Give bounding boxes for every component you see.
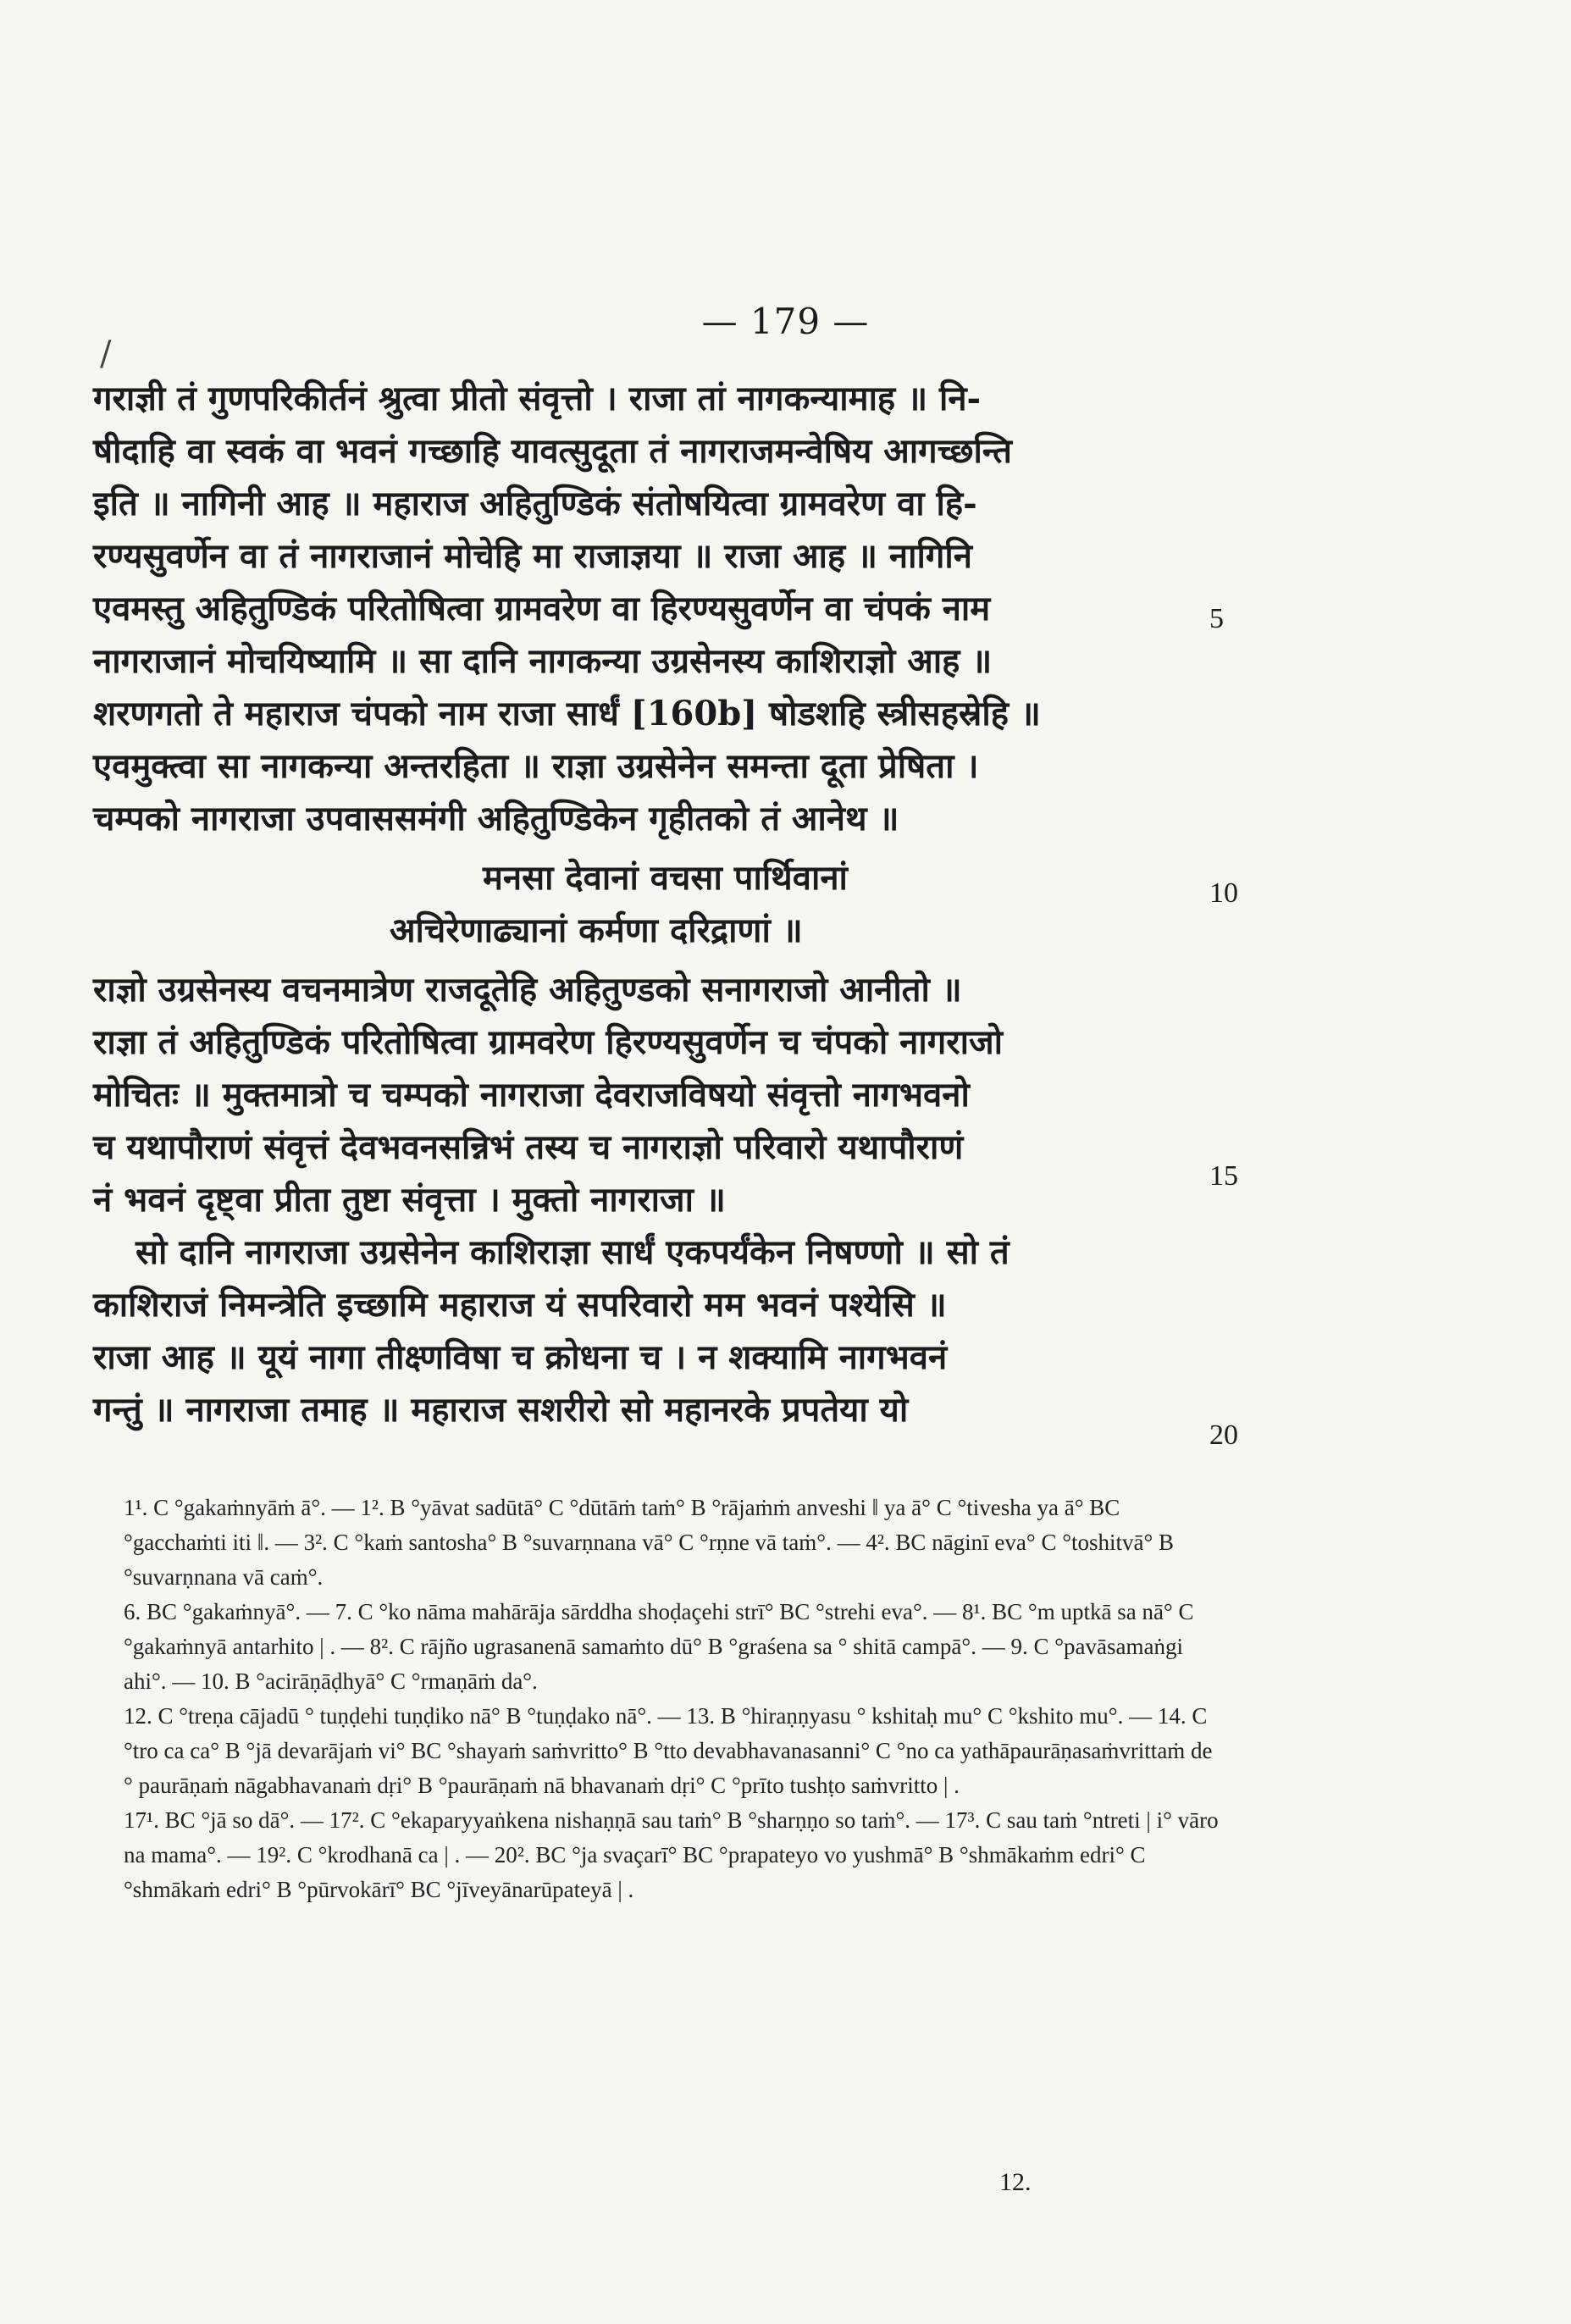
- line-number-15: 15: [1209, 1160, 1238, 1192]
- verse-line: मनसा देवानां वचसा पार्थिवानां: [483, 858, 848, 898]
- verse-line: अचिरेणाढ्यानां कर्मणा दरिद्राणां ॥: [390, 910, 803, 950]
- text-line: राजा आह ॥ यूयं नागा तीक्ष्णविषा च क्रोधना च । न शक्यामि नागभवनं: [93, 1337, 948, 1377]
- text-line: गन्तुं ॥ नागराजा तमाह ॥ महाराज सशरीरो सो महानरके प्रपतेया यो: [93, 1390, 909, 1430]
- footnotes: [102, 1491, 1220, 1907]
- line-number-20: 20: [1209, 1419, 1238, 1451]
- text-line: षीदाहि वा स्वकं वा भवनं गच्छाहि यावत्सुदूता तं नागराजमन्वेषिय आगच्छन्ति: [93, 431, 1012, 471]
- text-line: नं भवनं दृष्ट्वा प्रीता तुष्टा संवृत्ता । मुक्तो नागराजा ॥: [93, 1180, 726, 1220]
- footnote: 6. BC °gakaṁnyā°. — 7. C °ko nāma mahārāja sārddha shoḍaçehi strī° BC °strehi eva°. — 8¹. BC °m uptkā sa nā° C °gakaṁnyā antarhito | . — 8². C rājño ugrasanenā samaṁto dū° B °graśena sa ° shitā campā°. — 9. C °pavāsamaṅgi ahi°. — 10. B °acirāṇāḍhyā° C °rmaṇāṁ da°.: [124, 1599, 1194, 1694]
- text-line: एवमुक्त्वा सा नागकन्या अन्तरहिता ॥ राज्ञा उग्रसेनेन समन्ता दूता प्रेषिता ।: [93, 746, 979, 786]
- footnote: 1¹. C °gakaṁnyāṁ ā°. — 1². B °yāvat sadūtā° C °dūtāṁ taṁ° B °rājaṁṁ anveshi ‖ ya ā° C °tivesha ya ā° BC °gacchaṁti iti ‖. — 3². C °kaṁ santosha° B °suvarṇnana vā° C °rṇne vā taṁ°. — 4². BC nāginī eva° C °toshitvā° B °suvarṇnana vā caṁ°.: [124, 1495, 1175, 1590]
- text-line: काशिराजं निमन्त्रेति इच्छामि महाराज यं सपरिवारो मम भवनं पश्येसि ॥: [93, 1285, 947, 1325]
- text-line: च यथापौराणं संवृत्तं देवभवनसन्निभं तस्य च नागराज्ञो परिवारो यथापौराणं: [93, 1127, 964, 1167]
- footnote: 17¹. BC °jā so dā°. — 17². C °ekaparyyaṅkena nishaṇṇā sau taṁ° B °sharṇṇo so taṁ°. — 17³. C sau taṁ °ntreti | i° vāro na mama°. — 19². C °krodhanā ca | . — 20². BC °ja svaçarī° BC °prapateyo vo yushmā° B °shmākaṁm edri° C °shmākaṁ edri° B °pūrvokārī° BC °jīveyānarūpateyā | .: [124, 1807, 1219, 1902]
- text-line: राज्ञा तं अहितुण्डिकं परितोषित्वा ग्रामवरेण हिरण्यसुवर्णेन च चंपको नागराजो: [93, 1022, 1004, 1062]
- main-text-block: [93, 373, 1228, 1436]
- text-line: चम्पको नागराजा उपवाससमंगी अहितुण्डिकेन गृहीतको तं आनेथ ॥: [93, 799, 899, 838]
- text-line: सो दानि नागराजा उग्रसेनेन काशिराज्ञा सार्धं एकपर्यंकेन निषण्णो ॥ सो तं: [136, 1232, 1010, 1272]
- text-line: एवमस्तु अहितुण्डिकं परितोषित्वा ग्रामवरेण वा हिरण्यसुवर्णेन वा चंपकं नाम: [93, 589, 991, 628]
- line-number-5: 5: [1209, 603, 1224, 634]
- text-line: गराज्ञी तं गुणपरिकीर्तनं श्रुत्वा प्रीतो संवृत्तो । राजा तां नागकन्यामाह ॥ नि-: [93, 379, 982, 418]
- footnote: 12. C °treṇa cājadū ° tuṇḍehi tuṇḍiko nā° B °tuṇḍako nā°. — 13. B °hiraṇṇyasu ° kshitaḥ mu° C °kshito mu°. — 14. C °tro ca ca° B °jā devarājaṁ vi° BC °shayaṁ saṁvritto° B °tto devabhavanasanni° C °no ca yathāpaurāṇasaṁvrittaṁ de ° paurāṇaṁ nāgabhavanaṁ dṛi° B °paurāṇaṁ nā bhavanaṁ dṛi° C °prīto tushṭo saṁvritto | .: [124, 1703, 1213, 1798]
- text-line: रण्यसुवर्णेन वा तं नागराजानं मोचेहि मा राजाज्ञया ॥ राजा आह ॥ नागिनि: [93, 536, 972, 576]
- text-line: शरणगतो ते महाराज चंपको नाम राजा सार्धं [160b] षोडशहि स्त्रीसहस्रेहि ॥: [93, 694, 1041, 733]
- text-line: इति ॥ नागिनी आह ॥ महाराज अहितुण्डिकं संतोषयित्वा ग्रामवरेण वा हि-: [93, 484, 977, 523]
- page-number: — 179 —: [701, 301, 870, 342]
- line-number-10: 10: [1209, 877, 1238, 909]
- text-line: नागराजानं मोचयिष्यामि ॥ सा दानि नागकन्या उग्रसेनस्य काशिराज्ञो आह ॥: [93, 641, 993, 681]
- text-line: मोचितः ॥ मुक्तमात्रो च चम्पको नागराजा देवराजविषयो संवृत्तो नागभवनो: [93, 1075, 970, 1115]
- printer-signature: 12.: [999, 2168, 1032, 2196]
- text-line: राज्ञो उग्रसेनस्य वचनमात्रेण राजदूतेहि अहितुण्डको सनागराजो आनीतो ॥: [93, 970, 962, 1010]
- pen-mark: /: [100, 335, 112, 374]
